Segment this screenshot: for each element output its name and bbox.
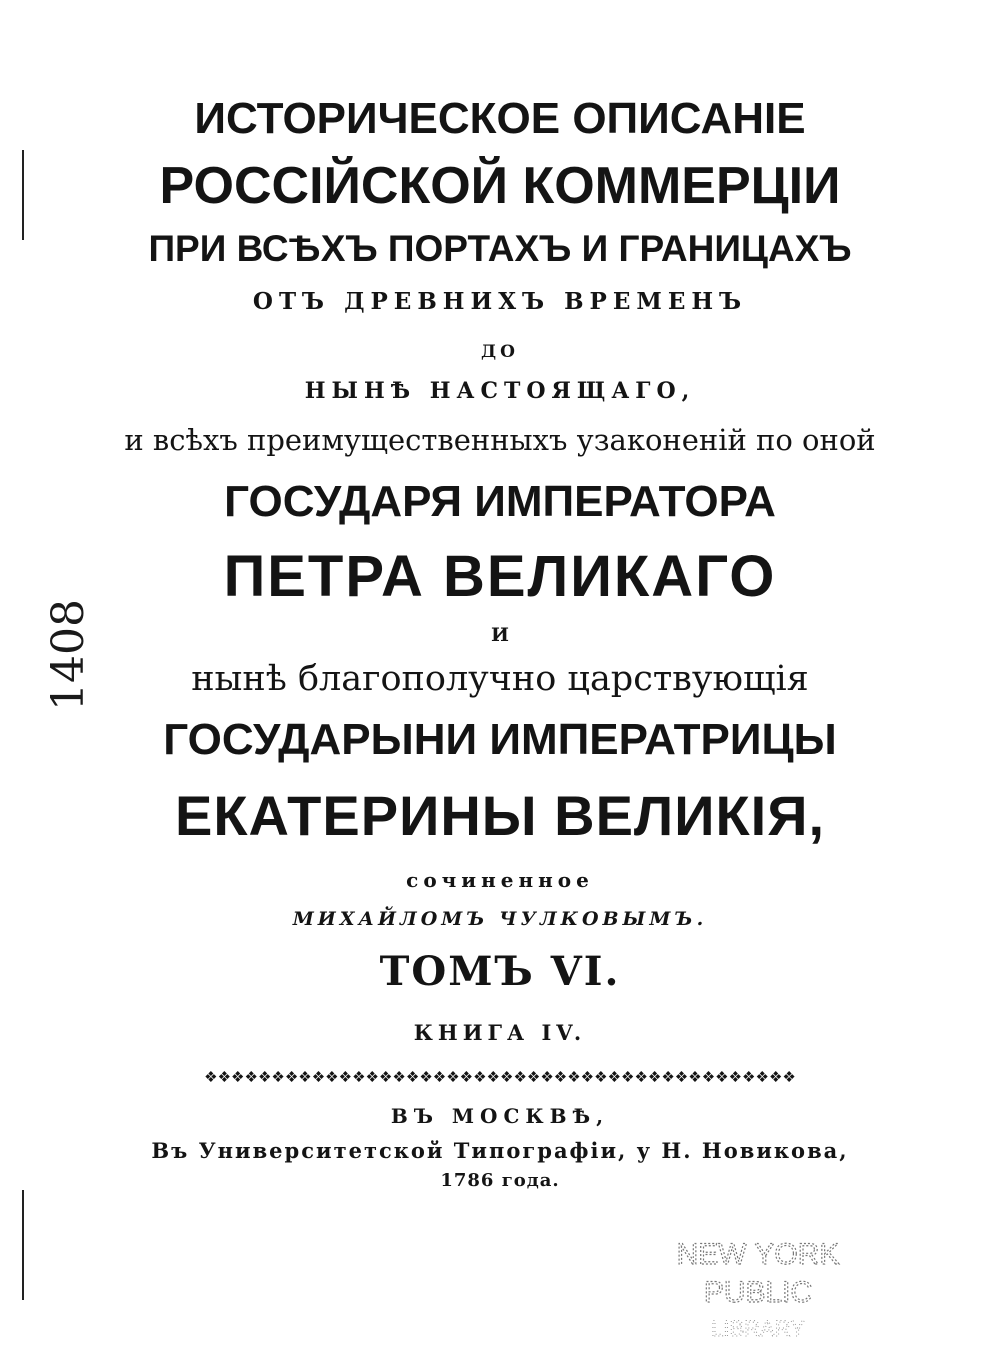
title-line-1: ИСТОРИЧЕСКОЕ ОПИСАНІЕ [194, 94, 806, 143]
book-line: КНИГА IV. [413, 1020, 587, 1045]
title-line-6: НЫНѢ НАСТОЯЩАГО, [304, 378, 696, 404]
title-line-2: РОССІЙСКОЙ КОММЕРЦІИ [159, 157, 841, 215]
title-line-11: нынѣ благополучно царствующія [191, 659, 809, 699]
title-line-9: ПЕТРА ВЕЛИКАГО [223, 544, 777, 609]
volume-line: ТОМЪ VI. [379, 948, 621, 995]
page-edge-mark [22, 1190, 24, 1300]
title-line-7: и всѣхъ преимущественныхъ узаконеній по оной [124, 423, 876, 457]
title-line-10: И [491, 624, 509, 646]
stamp-line-3: LIBRARY [711, 1316, 805, 1341]
imprint-year: 1786 года. [440, 1170, 560, 1191]
title-line-8: ГОСУДАРЯ ИМПЕРАТОРА [224, 477, 776, 526]
author-line: МИХАЙЛОМЪ ЧУЛКОВЫМЪ. [292, 908, 708, 930]
title-line-12: ГОСУДАРЫНИ ИМПЕРАТРИЦЫ [163, 715, 837, 764]
handwritten-shelfmark: 1408 [42, 599, 94, 711]
imprint-printer: Въ Университетской Типографіи, у Н. Новикова, [151, 1138, 849, 1163]
title-line-4: ОТЪ ДРЕВНИХЪ ВРЕМЕНЪ [252, 288, 748, 315]
title-line-13: ЕКАТЕРИНЫ ВЕЛИКІЯ, [174, 784, 826, 847]
imprint-place: ВЪ МОСКВѢ, [390, 1104, 610, 1128]
stamp-line-2: PUBLIC [703, 1276, 813, 1309]
title-line-5: ДО [481, 342, 519, 362]
ornament-rule: ❖❖❖❖❖❖❖❖❖❖❖❖❖❖❖❖❖❖❖❖❖❖❖❖❖❖❖❖❖❖❖❖❖❖❖❖❖❖❖❖❖❖❖❖ [204, 1068, 796, 1086]
title-line-3: ПРИ ВСѢХЪ ПОРТАХЪ И ГРАНИЦАХЪ [148, 228, 852, 269]
library-stamp [648, 1232, 868, 1342]
stamp-line-1: NEW YORK [676, 1238, 840, 1271]
title-line-14: сочиненное [406, 868, 594, 892]
